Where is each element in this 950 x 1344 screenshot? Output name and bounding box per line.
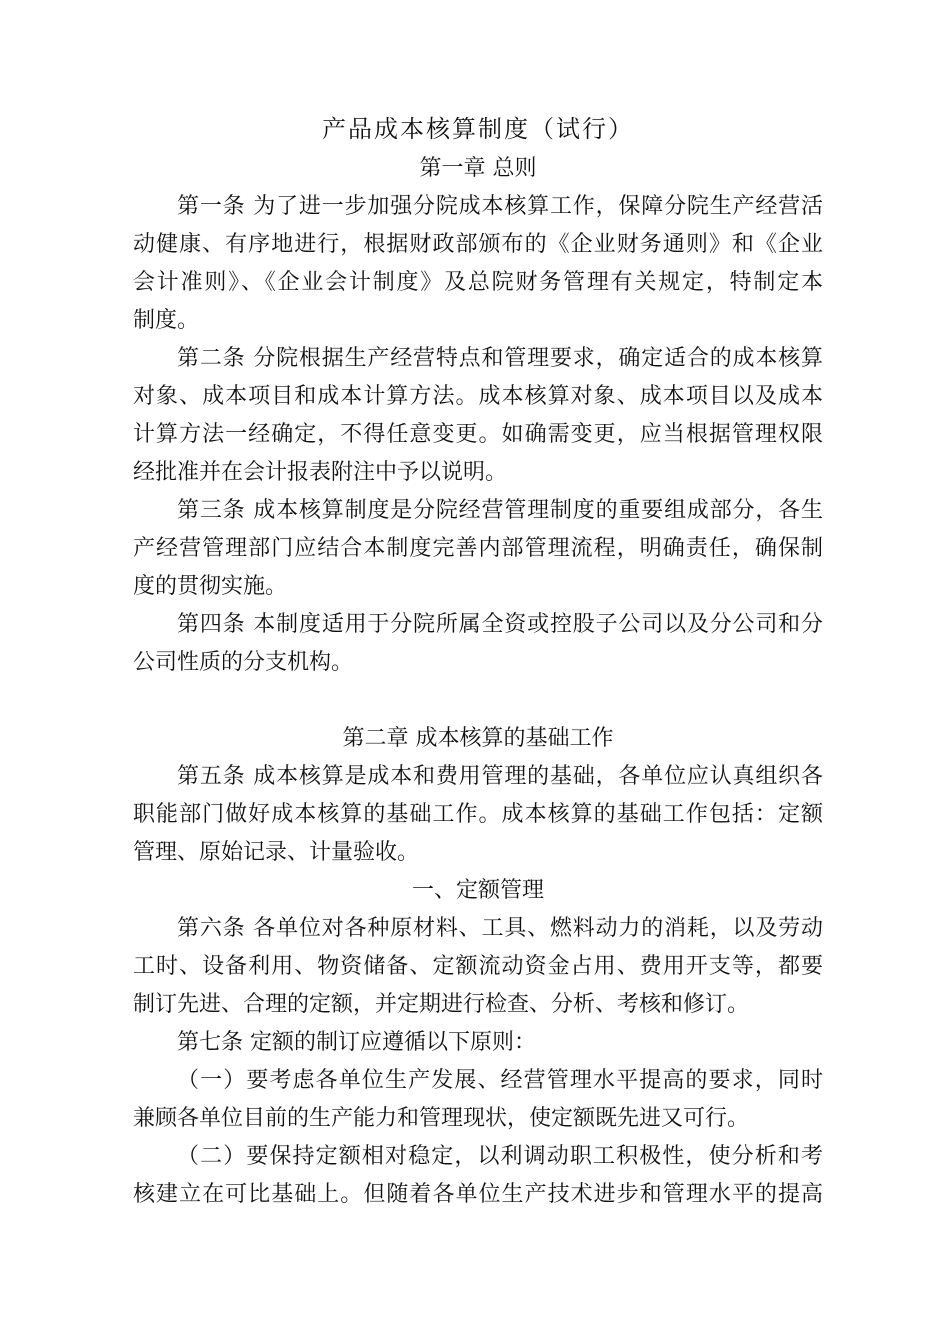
article-1 [133,188,823,340]
paragraph-line: 会计准则》、《企业会计制度》及总院财务管理有关规定，特制定本 [133,270,823,295]
paragraph-line: 计算方法一经确定，不得任意变更。如确需变更，应当根据管理权限 [133,422,823,447]
paragraph-line: 第六条 各单位对各种原材料、工具、燃料动力的消耗，以及劳动 [177,916,823,941]
paragraph-line: 工时、设备利用、物资储备、定额流动资金占用、费用开支等，都要 [133,954,823,979]
paragraph-line: 兼顾各单位目前的生产能力和管理现状，使定额既先进又可行。 [133,1106,750,1131]
paragraph-line: 对象、成本项目和成本计算方法。成本核算对象、成本项目以及成本 [133,384,823,409]
paragraph-line: 核建立在可比基础上。但随着各单位生产技术进步和管理水平的提高 [133,1182,823,1207]
paragraph-line: 第七条 定额的制订应遵循以下原则： [177,1030,536,1055]
chapter-2-heading: 第二章 成本核算的基础工作 [342,726,614,751]
paragraph-line: 管理、原始记录、计量验收。 [133,840,420,865]
paragraph-line: 动健康、有序地进行，根据财政部颁布的《企业财务通则》和《企业 [133,232,823,257]
paragraph-line: 职能部门做好成本核算的基础工作。成本核算的基础工作包括：定额 [133,802,823,827]
article-7 [133,1024,823,1062]
section-gap [133,682,823,720]
paragraph-line: 产经营管理部门应结合本制度完善内部管理流程，明确责任，确保制 [133,536,823,561]
article-4 [133,606,823,682]
document-page [133,108,823,1214]
paragraph-line: 公司性质的分支机构。 [133,650,354,675]
paragraph-line: 第一条 为了进一步加强分院成本核算工作，保障分院生产经营活 [177,194,823,219]
article-6 [133,910,823,1024]
section-heading-quota: 一、定额管理 [411,878,544,903]
paragraph-line: 度的贯彻实施。 [133,574,288,599]
paragraph-line: （一）要考虑各单位生产发展、经营管理水平提高的要求，同时 [177,1068,823,1093]
paragraph-line: 经批准并在会计报表附注中予以说明。 [133,460,508,485]
paragraph-line: 制度。 [133,308,200,333]
chapter-1-heading: 第一章 总则 [419,156,537,181]
document-title: 产品成本核算制度（试行） [322,115,634,143]
article-7-item-2 [133,1138,823,1214]
paragraph-line: 第二条 分院根据生产经营特点和管理要求，确定适合的成本核算 [177,346,823,371]
article-7-item-1 [133,1062,823,1138]
paragraph-line: 第三条 成本核算制度是分院经营管理制度的重要组成部分，各生 [177,498,823,523]
article-5 [133,758,823,872]
paragraph-line: 第五条 成本核算是成本和费用管理的基础，各单位应认真组织各 [177,764,823,789]
paragraph-line: 制订先进、合理的定额，并定期进行检查、分析、考核和修订。 [133,992,750,1017]
paragraph-line: （二）要保持定额相对稳定，以利调动职工积极性，使分析和考 [177,1144,823,1169]
article-2 [133,340,823,492]
paragraph-line: 第四条 本制度适用于分院所属全资或控股子公司以及分公司和分 [177,612,823,637]
article-3 [133,492,823,606]
